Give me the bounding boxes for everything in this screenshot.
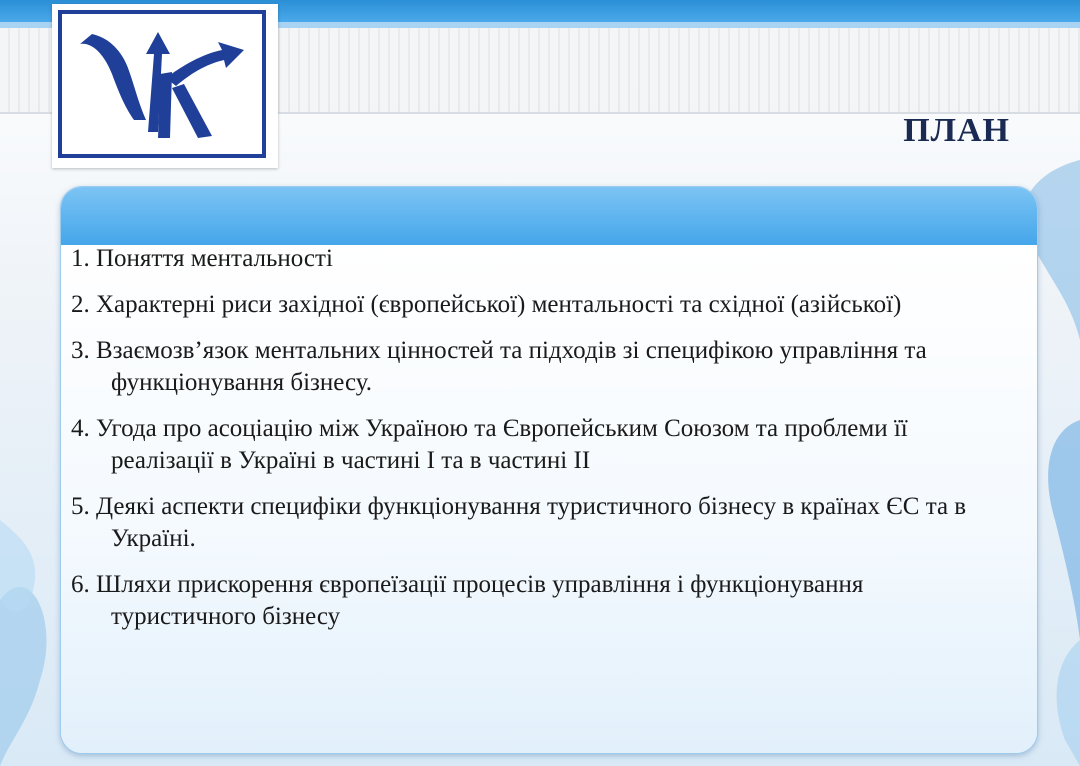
plan-item: 6. Шляхи прискорення європеїзації процесів управління і функціонування туристичного бізнесу <box>71 571 864 630</box>
logo-frame <box>52 4 278 168</box>
logo-border <box>58 10 266 158</box>
card-header-bar <box>61 187 1037 245</box>
plan-item: 2. Характерні риси західної (європейської) ментальності та східної (азійської) <box>71 291 902 318</box>
plan-item: 4. Угода про асоціацію між Україною та Європейським Союзом та проблеми її реалізації в Україні в частині І та в частині ІІ <box>71 415 908 474</box>
university-logo-icon <box>62 14 262 154</box>
plan-item: 1. Поняття ментальності <box>71 245 333 272</box>
slide-title: ПЛАН <box>903 112 1010 149</box>
plan-item: 5. Деякі аспекти специфіки функціонування туристичного бізнесу в країнах ЄС та в Україні. <box>71 493 967 552</box>
plan-list <box>71 243 1011 647</box>
plan-card <box>60 186 1038 754</box>
plan-item: 3. Взаємозв’язок ментальних цінностей та підходів зі специфікою управління та функціонування бізнесу. <box>71 337 927 396</box>
